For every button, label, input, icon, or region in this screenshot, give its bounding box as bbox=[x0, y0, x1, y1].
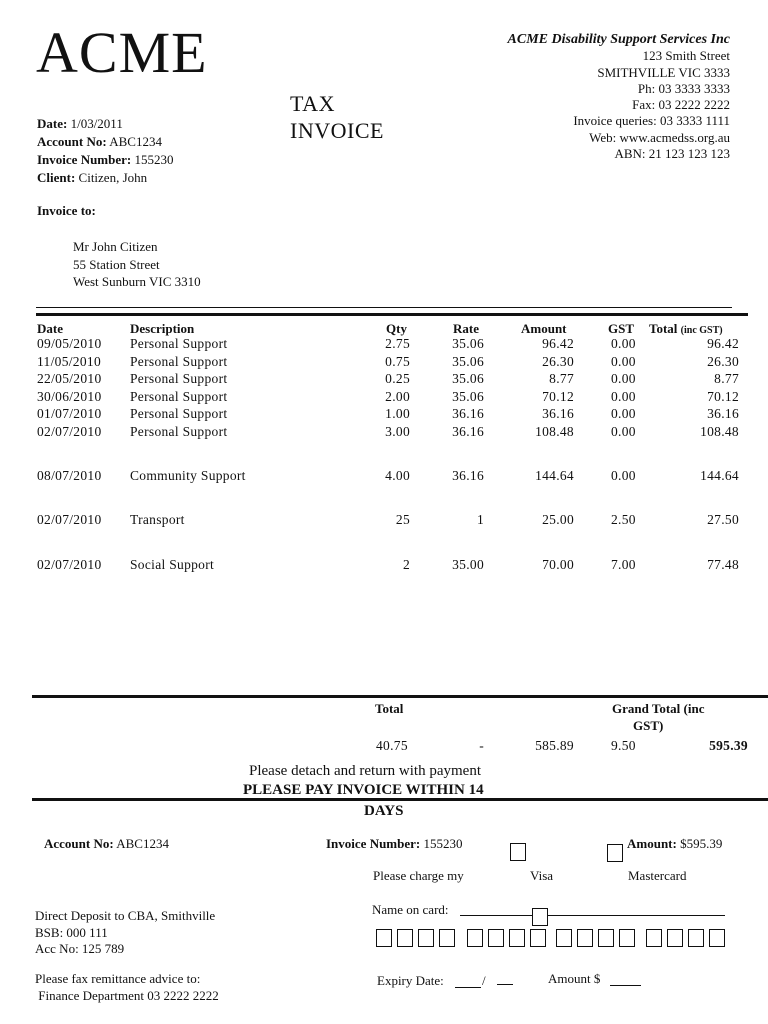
row-qty: 25 bbox=[395, 512, 410, 527]
expiry-month-field[interactable] bbox=[455, 987, 481, 988]
pay-within-line1: PLEASE PAY INVOICE WITHIN 14 bbox=[243, 782, 484, 798]
row-date: 30/06/2010 bbox=[37, 389, 102, 404]
row-total: 36.16 bbox=[707, 406, 739, 421]
card-digit-box[interactable] bbox=[509, 929, 525, 947]
expiry-year-field[interactable] bbox=[497, 984, 513, 985]
row-description: Personal Support bbox=[130, 336, 228, 351]
row-description: Personal Support bbox=[130, 406, 228, 421]
card-digit-box[interactable] bbox=[577, 929, 593, 947]
deposit-bsb: BSB: 000 111 bbox=[35, 924, 108, 940]
totals-divider bbox=[32, 695, 768, 698]
row-total: 26.30 bbox=[707, 354, 739, 369]
row-date: 02/07/2010 bbox=[37, 557, 102, 572]
row-total: 27.50 bbox=[707, 512, 739, 527]
row-rate: 35.06 bbox=[452, 371, 484, 386]
row-date: 02/07/2010 bbox=[37, 512, 102, 527]
col-header-rate: Rate bbox=[453, 321, 479, 336]
row-amount: 108.48 bbox=[535, 424, 574, 439]
row-qty: 0.25 bbox=[385, 371, 410, 386]
row-amount: 70.00 bbox=[542, 557, 574, 572]
row-amount: 8.77 bbox=[549, 371, 574, 386]
row-gst: 0.00 bbox=[611, 389, 636, 404]
row-qty: 2.75 bbox=[385, 336, 410, 351]
row-total: 144.64 bbox=[700, 468, 739, 483]
row-qty: 2.00 bbox=[385, 389, 410, 404]
row-rate: 35.06 bbox=[452, 336, 484, 351]
grand-total-label-line1: Grand Total (inc bbox=[612, 701, 705, 716]
row-date: 02/07/2010 bbox=[37, 424, 102, 439]
row-gst: 0.00 bbox=[611, 371, 636, 386]
row-amount: 96.42 bbox=[542, 336, 574, 351]
address-line3: West Sunburn VIC 3310 bbox=[73, 274, 201, 289]
amount-field-label: Amount $ bbox=[548, 971, 601, 986]
row-gst: 0.00 bbox=[611, 336, 636, 351]
card-digit-box[interactable] bbox=[488, 929, 504, 947]
mastercard-label: Mastercard bbox=[628, 868, 687, 883]
card-digit-box[interactable] bbox=[688, 929, 704, 947]
document-title-line1: TAX bbox=[290, 91, 335, 116]
meta-invoice-number: Invoice Number: 155230 bbox=[37, 152, 174, 167]
row-gst: 2.50 bbox=[611, 512, 636, 527]
row-date: 01/07/2010 bbox=[37, 406, 102, 421]
card-digit-box[interactable] bbox=[467, 929, 483, 947]
row-date: 11/05/2010 bbox=[37, 354, 102, 369]
address-line1: Mr John Citizen bbox=[73, 239, 158, 254]
grand-total-value: 595.39 bbox=[709, 738, 748, 753]
row-date: 22/05/2010 bbox=[37, 371, 102, 386]
row-description: Personal Support bbox=[130, 424, 228, 439]
row-qty: 1.00 bbox=[385, 406, 410, 421]
row-description: Personal Support bbox=[130, 371, 228, 386]
row-description: Personal Support bbox=[130, 354, 228, 369]
row-gst: 0.00 bbox=[611, 424, 636, 439]
row-description: Personal Support bbox=[130, 389, 228, 404]
col-header-total: Total (inc GST) bbox=[649, 321, 723, 336]
row-amount: 144.64 bbox=[535, 468, 574, 483]
row-amount: 26.30 bbox=[542, 354, 574, 369]
row-rate: 36.16 bbox=[452, 468, 484, 483]
header-divider-thin bbox=[36, 307, 732, 308]
invoice-to-address bbox=[73, 238, 201, 291]
row-date: 08/07/2010 bbox=[37, 468, 102, 483]
company-city: SMITHVILLE VIC 3333 bbox=[597, 64, 730, 80]
row-gst: 7.00 bbox=[611, 557, 636, 572]
company-street: 123 Smith Street bbox=[642, 48, 730, 64]
row-total: 8.77 bbox=[714, 371, 739, 386]
row-qty: 0.75 bbox=[385, 354, 410, 369]
row-rate: 1 bbox=[476, 512, 484, 527]
company-logo: ACME bbox=[36, 20, 208, 85]
grand-total-label-line2: GST) bbox=[633, 718, 664, 733]
direct-deposit-details bbox=[35, 908, 215, 958]
card-type-checkbox[interactable] bbox=[532, 908, 548, 926]
row-description: Community Support bbox=[130, 468, 246, 483]
company-web: Web: www.acmedss.org.au bbox=[589, 129, 730, 145]
row-amount: 70.12 bbox=[542, 389, 574, 404]
visa-label: Visa bbox=[530, 868, 554, 883]
address-line2: 55 Station Street bbox=[73, 256, 160, 272]
name-on-card-label: Name on card: bbox=[372, 902, 449, 917]
deposit-acc-no: Acc No: 125 789 bbox=[35, 941, 125, 956]
card-digit-box[interactable] bbox=[556, 929, 572, 947]
row-total: 96.42 bbox=[707, 336, 739, 351]
row-qty: 3.00 bbox=[385, 424, 410, 439]
card-digit-box[interactable] bbox=[439, 929, 455, 947]
meta-client: Client: Citizen, John bbox=[37, 170, 148, 185]
card-digit-box[interactable] bbox=[667, 929, 683, 947]
expiry-date-label: Expiry Date: bbox=[377, 973, 444, 988]
col-header-amount: Amount bbox=[521, 321, 567, 336]
company-abn: ABN: 21 123 123 123 bbox=[614, 146, 730, 162]
row-date: 09/05/2010 bbox=[37, 336, 102, 351]
document-title-line2: INVOICE bbox=[290, 118, 384, 143]
charge-label: Please charge my bbox=[373, 868, 464, 883]
total-qty: 40.75 bbox=[376, 738, 408, 753]
row-rate: 36.16 bbox=[452, 424, 484, 439]
visa-checkbox[interactable] bbox=[510, 843, 526, 861]
card-digit-box[interactable] bbox=[397, 929, 413, 947]
remit-account: Account No: ABC1234 bbox=[44, 836, 169, 851]
document-title bbox=[290, 90, 384, 144]
col-header-date: Date bbox=[37, 321, 63, 336]
col-header-qty: Qty bbox=[386, 321, 407, 336]
pay-within-line2: DAYS bbox=[364, 803, 404, 819]
row-total: 108.48 bbox=[700, 424, 739, 439]
row-amount: 36.16 bbox=[542, 406, 574, 421]
card-digit-box[interactable] bbox=[709, 929, 725, 947]
deposit-bank: Direct Deposit to CBA, Smithville bbox=[35, 908, 216, 923]
row-gst: 0.00 bbox=[611, 406, 636, 421]
row-rate: 36.16 bbox=[452, 406, 484, 421]
fax-note-line1: Please fax remittance advice to: bbox=[35, 971, 201, 986]
company-details bbox=[508, 32, 730, 162]
row-total: 77.48 bbox=[707, 557, 739, 572]
col-header-description: Description bbox=[130, 321, 195, 336]
row-description: Transport bbox=[130, 512, 185, 527]
col-header-total-note: (inc GST) bbox=[680, 325, 723, 336]
invoice-to-label: Invoice to: bbox=[37, 203, 96, 218]
row-rate: 35.06 bbox=[452, 354, 484, 369]
row-amount: 25.00 bbox=[542, 512, 574, 527]
fax-remittance-note bbox=[35, 971, 219, 1004]
remit-amount: Amount: $595.39 bbox=[627, 836, 723, 851]
meta-date: Date: 1/03/2011 bbox=[37, 116, 123, 131]
mastercard-checkbox[interactable] bbox=[607, 844, 623, 862]
row-rate: 35.00 bbox=[452, 557, 484, 572]
row-description: Social Support bbox=[130, 557, 215, 572]
row-qty: 4.00 bbox=[385, 468, 410, 483]
card-digit-box[interactable] bbox=[619, 929, 635, 947]
company-name: ACME Disability Support Services Inc bbox=[507, 32, 730, 47]
row-gst: 0.00 bbox=[611, 468, 636, 483]
total-amount: 585.89 bbox=[535, 738, 574, 753]
row-total: 70.12 bbox=[707, 389, 739, 404]
card-digit-box[interactable] bbox=[646, 929, 662, 947]
row-qty: 2 bbox=[402, 557, 410, 572]
detach-note: Please detach and return with payment bbox=[249, 763, 482, 779]
amount-field[interactable] bbox=[610, 985, 641, 986]
card-digit-box[interactable] bbox=[598, 929, 614, 947]
card-digit-box[interactable] bbox=[376, 929, 392, 947]
meta-account: Account No: ABC1234 bbox=[37, 134, 162, 149]
card-digit-box[interactable] bbox=[418, 929, 434, 947]
total-rate: - bbox=[479, 738, 484, 753]
col-header-gst: GST bbox=[608, 321, 635, 336]
invoice-meta bbox=[37, 115, 174, 187]
total-label: Total bbox=[375, 701, 404, 716]
company-phone: Ph: 03 3333 3333 bbox=[637, 80, 730, 96]
header-divider-thick bbox=[36, 313, 748, 316]
name-on-card-field[interactable] bbox=[460, 915, 725, 916]
company-queries: Invoice queries: 03 3333 1111 bbox=[573, 113, 730, 129]
remit-invoice-number: Invoice Number: 155230 bbox=[326, 836, 463, 851]
row-rate: 35.06 bbox=[452, 389, 484, 404]
expiry-separator: / bbox=[482, 973, 486, 988]
total-gst: 9.50 bbox=[611, 738, 636, 753]
row-gst: 0.00 bbox=[611, 354, 636, 369]
card-digit-box[interactable] bbox=[530, 929, 546, 947]
fax-note-line2: Finance Department 03 2222 2222 bbox=[35, 987, 219, 1003]
company-fax: Fax: 03 2222 2222 bbox=[632, 97, 730, 113]
